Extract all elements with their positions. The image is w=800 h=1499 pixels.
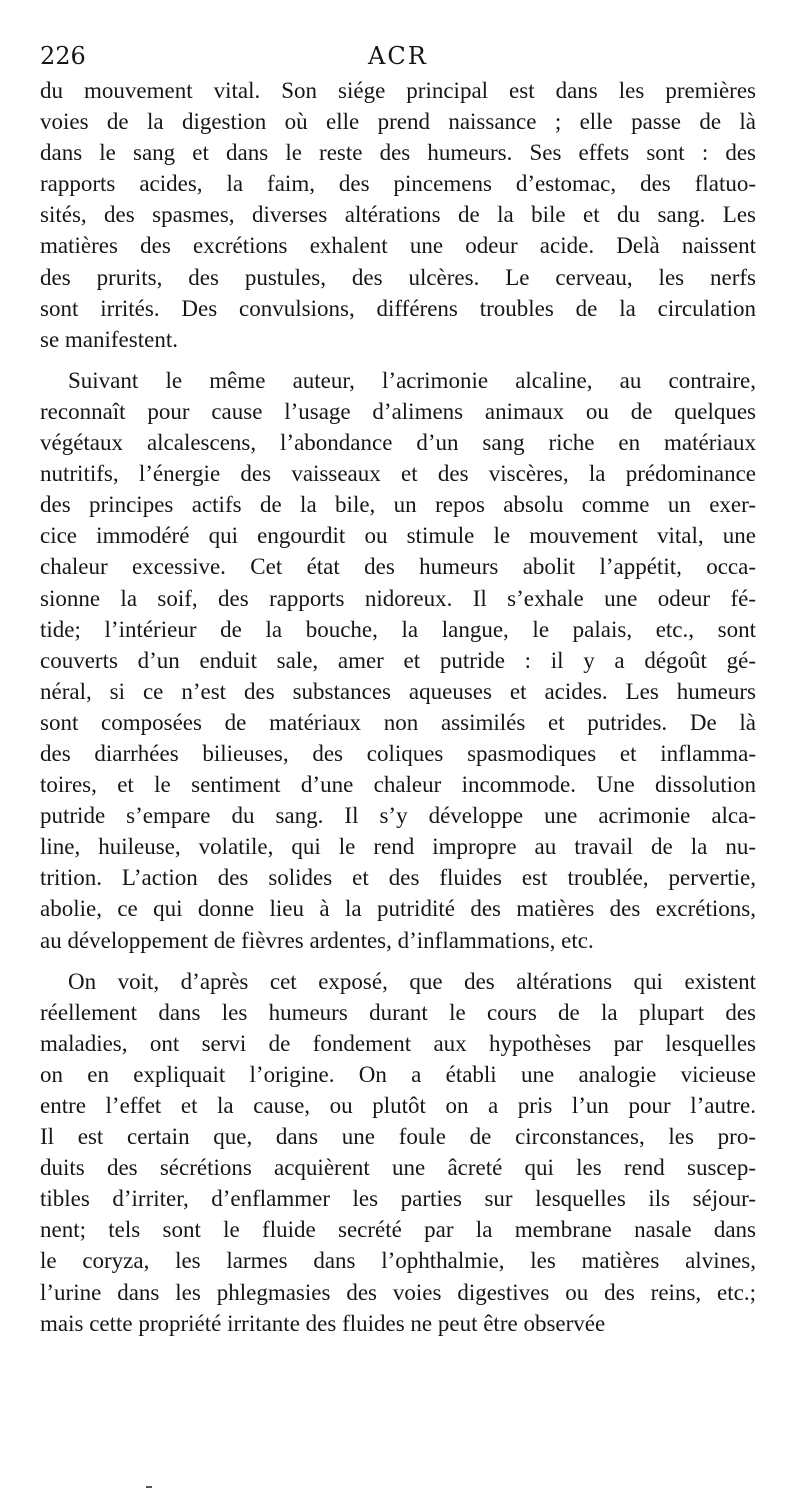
text-line: néral, si ce n’est des substances aqueuses et acides. Les humeurs	[40, 678, 756, 704]
text-line: sont irrités. Des convulsions, différens troubles de la circulation	[40, 295, 756, 321]
text-line: voies de la digestion où elle prend naissance ; elle passe de là	[40, 109, 756, 135]
text-line: putride s’empare du sang. Il s’y développe une acrimonie alca-	[40, 803, 756, 829]
text-line: dans le sang et dans le reste des humeurs. Ses effets sont : des	[40, 140, 756, 166]
text-line: matières des excrétions exhalent une odeur acide. Delà naissent	[40, 233, 756, 259]
text-line: Il est certain que, dans une foule de circonstances, les pro-	[40, 1124, 756, 1150]
text-line: tibles d’irriter, d’enflammer les parties sur lesquelles ils séjour-	[40, 1186, 756, 1212]
text-line: tide; l’intérieur de la bouche, la langue, le palais, etc., sont	[40, 616, 756, 642]
text-line: réellement dans les humeurs durant le cours de la plupart des	[40, 999, 756, 1025]
text-line: des prurits, des pustules, des ulcères. Le cerveau, les nerfs	[40, 264, 756, 290]
text-line: duits des sécrétions acquièrent une âcreté qui les rend suscep-	[40, 1155, 756, 1181]
text-line: mais cette propriété irritante des fluides ne peut être observée	[40, 1310, 606, 1336]
text-line: toires, et le sentiment d’une chaleur incommode. Une dissolution	[40, 772, 756, 798]
text-line: nutritifs, l’énergie des vaisseaux et des viscères, la prédominance	[40, 461, 756, 487]
text-line: se manifestent.	[40, 326, 178, 352]
text-line: rapports acides, la faim, des pincemens d’estomac, des flatuo-	[40, 171, 756, 197]
print-mark	[146, 1486, 152, 1488]
text-line: des diarrhées bilieuses, des coliques spasmodiques et inflamma-	[40, 740, 756, 766]
text-line: végétaux alcalescens, l’abondance d’un sang riche en matériaux	[40, 430, 756, 456]
paragraph	[40, 966, 756, 1339]
paragraph	[40, 365, 756, 956]
text-line: le coryza, les larmes dans l’ophthalmie, les matières alvines,	[40, 1248, 756, 1274]
text-line: cice immodéré qui engourdit ou stimule le mouvement vital, une	[40, 523, 756, 549]
text-line: couverts d’un enduit sale, amer et putride : il y a dégoût gé-	[40, 647, 756, 673]
paragraph-gap	[40, 355, 756, 365]
text-line: sités, des spasmes, diverses altérations de la bile et du sang. Les	[40, 202, 756, 228]
text-line: au développement de fièvres ardentes, d’inflammations, etc.	[40, 927, 594, 953]
text-line: sionne la soif, des rapports nidoreux. Il s’exhale une odeur fé-	[40, 585, 756, 611]
text-line: Suivant le même auteur, l’acrimonie alcaline, au contraire,	[68, 367, 756, 393]
text-line: abolie, ce qui donne lieu à la putridité des matières des excrétions,	[40, 896, 756, 922]
text-line: maladies, ont servi de fondement aux hypothèses par lesquelles	[40, 1030, 756, 1056]
text-line: chaleur excessive. Cet état des humeurs abolit l’appétit, occa-	[40, 554, 756, 580]
text-line: reconnaît pour cause l’usage d’alimens animaux ou de quelques	[40, 398, 756, 424]
page-number: 226	[40, 42, 86, 70]
text-line: l’urine dans les phlegmasies des voies digestives ou des reins, etc.;	[40, 1279, 756, 1305]
text-line: des principes actifs de la bile, un repos absolu comme un exer-	[40, 492, 756, 518]
text-line: sont composées de matériaux non assimilés et putrides. De là	[40, 709, 756, 735]
running-head: ACR	[368, 42, 428, 70]
text-line: line, huileuse, volatile, qui le rend impropre au travail de la nu-	[40, 834, 756, 860]
body-text	[40, 75, 756, 1339]
page-header	[0, 42, 800, 78]
text-line: trition. L’action des solides et des fluides est troublée, pervertie,	[40, 865, 756, 891]
text-line: on en expliquait l’origine. On a établi une analogie vicieuse	[40, 1061, 756, 1087]
text-line: On voit, d’après cet exposé, que des altérations qui existent	[68, 968, 756, 994]
paragraph-gap	[40, 956, 756, 966]
text-line: nent; tels sont le fluide secrété par la membrane nasale dans	[40, 1217, 756, 1243]
text-line: du mouvement vital. Son siége principal est dans les premières	[40, 78, 756, 103]
paragraph	[40, 75, 756, 355]
text-line: entre l’effet et la cause, ou plutôt on a pris l’un pour l’autre.	[40, 1093, 756, 1118]
